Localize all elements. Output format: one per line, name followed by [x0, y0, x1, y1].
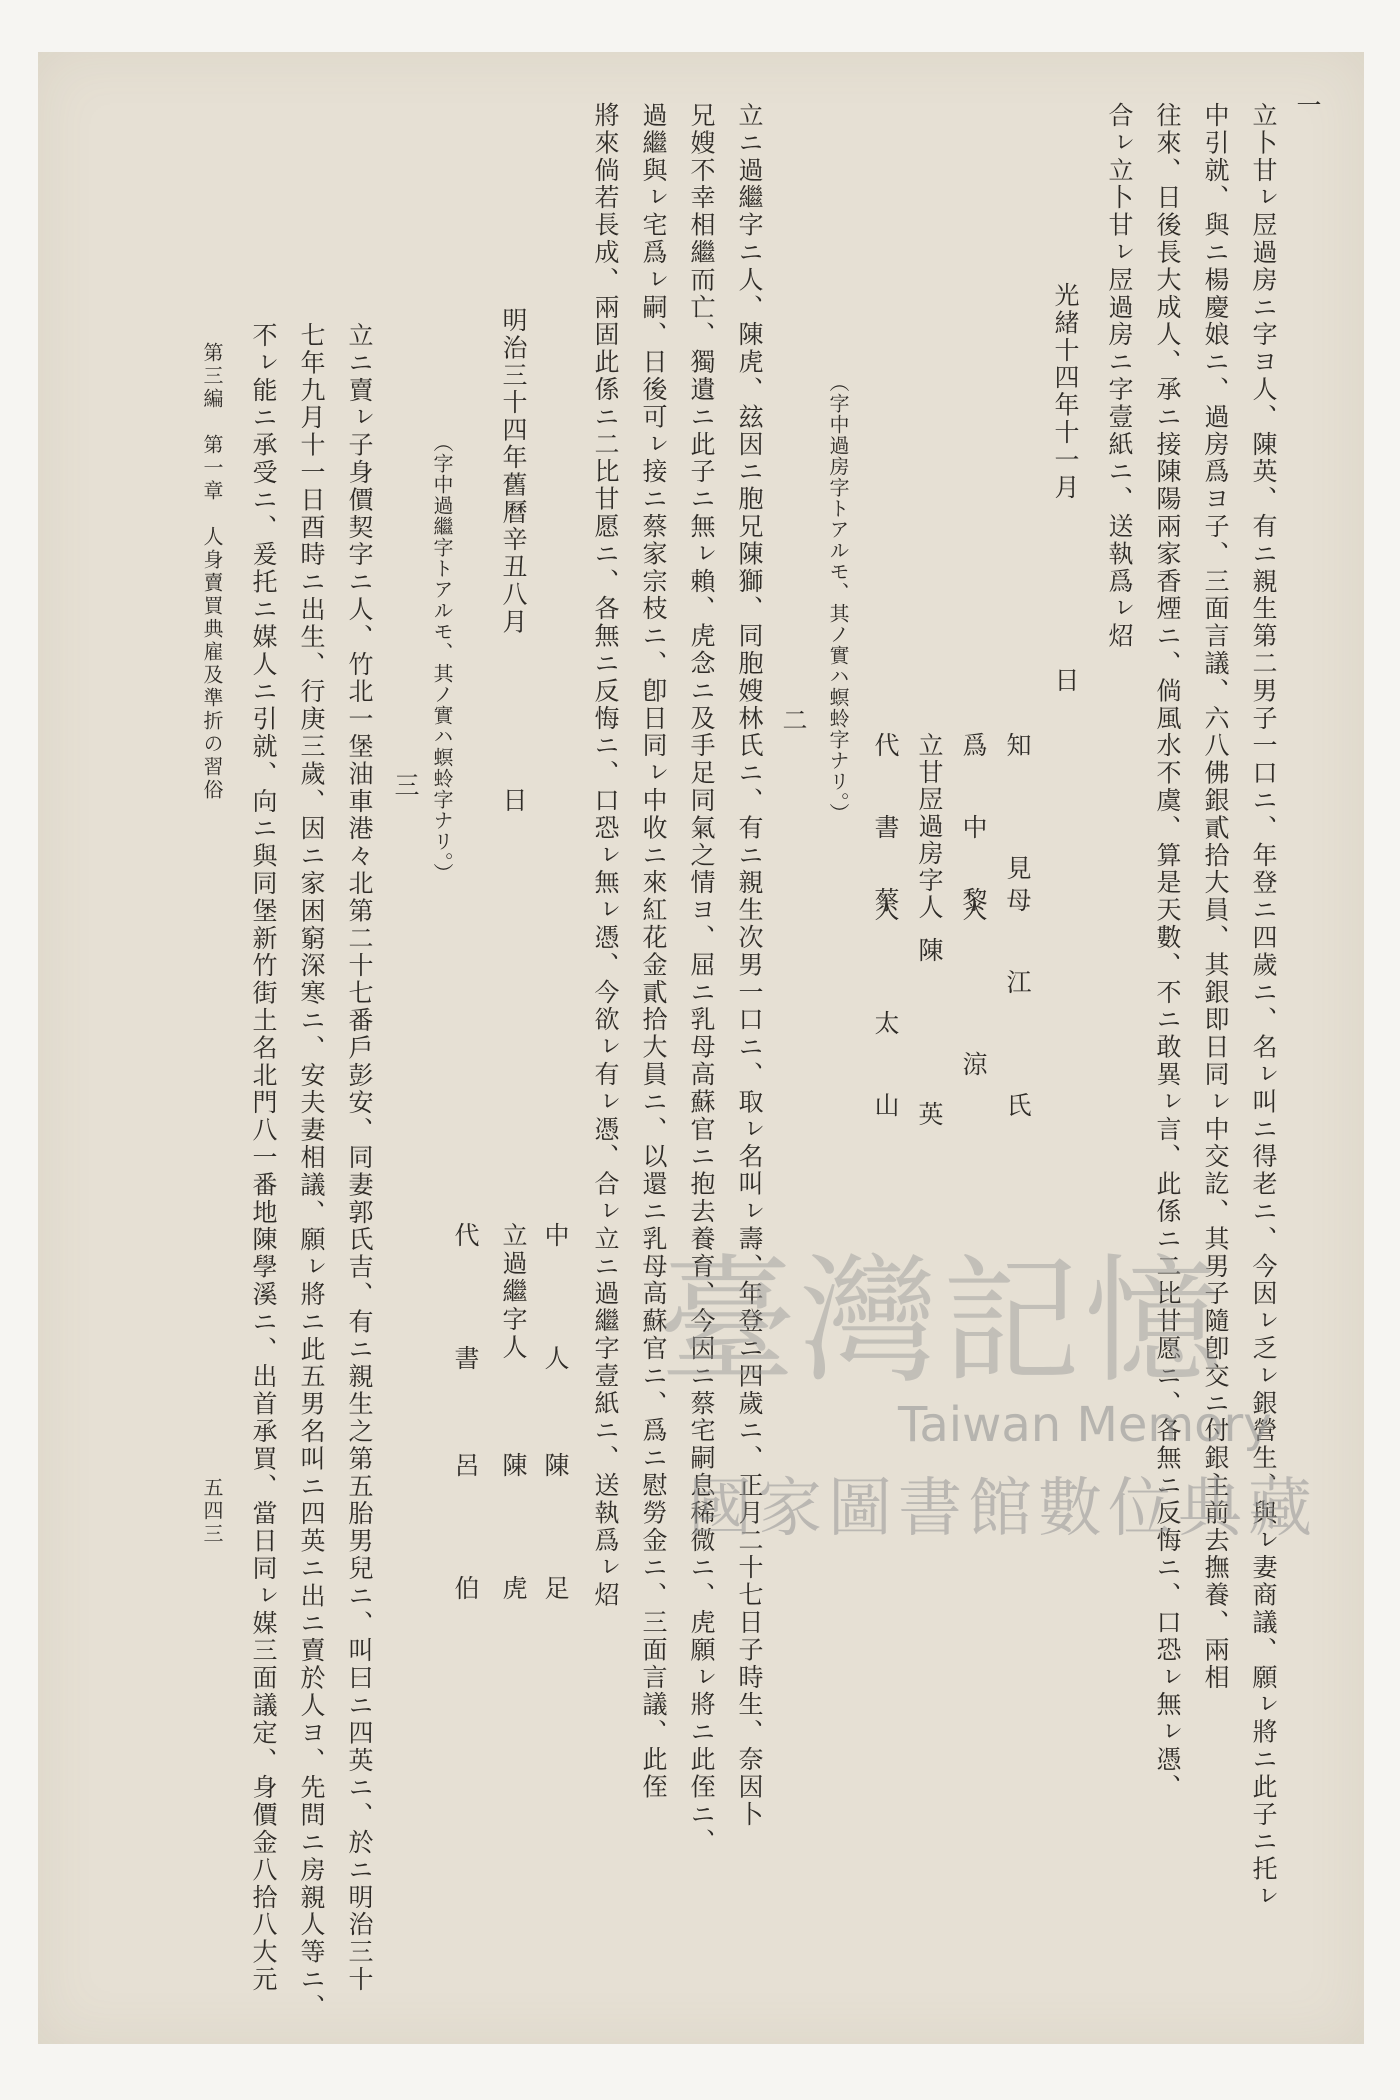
- doc1-date-day: 日: [1051, 667, 1080, 695]
- doc1-middleman-name: 黎 涼: [959, 887, 988, 1092]
- doc1-witness: [1005, 732, 1030, 896]
- doc1-date: 光緒十四年十一月: [1051, 282, 1080, 502]
- signature-role: 知 見: [1003, 732, 1032, 896]
- doc2-date-day: 日: [499, 787, 528, 815]
- chapter-footer: 第三編 第一章 人身賣買典雇及準折の習俗: [200, 342, 224, 802]
- doc1-line-2: 中引就、與ニ楊慶娘ニ、過房爲ヨ子、三面言議、六八佛銀貳拾大員、其銀即日同ㇾ中交訖、其男子隨卽交ニ付銀主前去撫養、兩相: [1201, 102, 1230, 1692]
- doc1-maker: 立甘㞐過房字人: [915, 732, 944, 921]
- doc2-line-2: 兄嫂不幸相繼而亡、獨遺ニ此子ニ無ㇾ賴、虎念ニ及手足同氣之情ヨ、屈ニ乳母高蘇官ニ抱去養育、今因ニ蔡宅嗣息稀微ニ、虎願ㇾ將ニ此侄ニ、: [687, 102, 716, 1856]
- document-page: [38, 52, 1364, 2044]
- doc2-date: 明治三十四年舊曆辛丑八月: [499, 307, 528, 636]
- doc3-line-1: 立ニ賣ㇾ子身價契字ニ人、竹北一堡油車港々北第二十七番戶彭安、同妻郭氏吉、有ニ親生之第五胎男兒ニ、叫曰ニ四英ニ、於ニ明治三十: [345, 322, 374, 1994]
- page-number: 五四三: [200, 1477, 224, 1546]
- doc2-middleman: 中 人: [541, 1222, 570, 1386]
- doc2-line-4: 將來倘若長成、兩固此係ニ二比甘愿ニ、各無ニ反悔ニ、口恐ㇾ無ㇾ憑、今欲ㇾ有ㇾ憑、合ㇾ立ニ過繼字壹紙ニ、送執爲ㇾ炤: [591, 102, 620, 1609]
- doc2-scribe-name: 呂 伯: [451, 1452, 480, 1616]
- doc1-line-4: 合ㇾ立卜甘ㇾ㞐過房ニ字壹紙ニ、送執爲ㇾ炤: [1105, 102, 1134, 650]
- section-number-3: 三: [391, 772, 420, 800]
- doc2-note: （字中過繼字トアルモ、其ノ實ハ螟蛉字ナリ。）: [430, 432, 454, 884]
- section-number-1: 一: [1293, 92, 1322, 120]
- doc1-maker-name: 陳 英: [915, 937, 944, 1142]
- doc1-note: （字中過房字トアルモ、其ノ實ハ螟蛉字ナリ。）: [826, 372, 850, 824]
- doc1-witness-name: 母 江 氏: [1003, 887, 1032, 1133]
- watermark-english: Taiwan Memory: [898, 1397, 1272, 1453]
- doc2-maker: 立過繼字人: [499, 1222, 528, 1362]
- doc1-scribe-name: 蔡 太 山: [871, 887, 900, 1133]
- doc2-line-3: 過繼與ㇾ宅爲ㇾ嗣、日後可ㇾ接ニ蔡家宗枝ニ、卽日同ㇾ中收ニ來紅花金貳拾大員ニ、以還ニ乳母高蘇官ニ、爲ニ慰勞金ニ、三面言議、此侄: [639, 102, 668, 1801]
- watermark-chinese: 國家圖書館數位典藏: [688, 1472, 1318, 1546]
- watermark-logo: 臺灣記憶: [658, 1241, 1227, 1402]
- doc1-scribe: 代 書 人: [871, 732, 900, 937]
- doc2-maker-name: 陳 虎: [499, 1452, 528, 1616]
- doc3-line-3: 不ㇾ能ニ承受ニ、爰托ニ媒人ニ引就、向ニ與同堡新竹街土名北門八一番地陳學溪ニ、出首承買、當日同ㇾ媒三面議定、身價金八拾八大元: [249, 322, 278, 1994]
- doc2-line-1: 立ニ過繼字ニ人、陳虎、玆因ニ胞兄陳獅、同胞嫂林氏ニ、有ニ親生次男一口ニ、取ㇾ名叫ㇾ壽、年登ニ四歲ニ、正月二十七日子時生、奈因卜: [735, 102, 764, 1829]
- doc1-line-1: 立卜甘ㇾ㞐過房ニ字ヨ人、陳英、有ニ親生第二男子一口ニ、年登ニ四歲ニ、名ㇾ叫ニ得老ニ、今因ㇾ乏ㇾ銀營生、與ㇾ妻商議、願ㇾ將ニ此子ニ托ㇾ: [1249, 102, 1278, 1911]
- doc1-middleman: 爲 中 人: [959, 732, 988, 937]
- doc1-line-3: 往來、日後長大成人、承ニ接陳陽兩家香煙ニ、倘風水不虞、算是天數、不ニ敢異ㇾ言、此係ニ二比甘愿ニ、各無ニ反悔ニ、口恐ㇾ無ㇾ憑、: [1153, 102, 1182, 1801]
- doc2-scribe: 代 書: [451, 1222, 480, 1386]
- doc2-middleman-name: 陳 足: [541, 1452, 570, 1616]
- section-number-2: 二: [779, 707, 808, 735]
- doc3-line-2: 七年九月十一日酉時ニ出生、行庚三歲、因ニ家困窮深寒ニ、安夫妻相議、願ㇾ將ニ此五男名叫ニ四英ニ出ニ賣於人ヨ、先問ニ房親人等ニ、: [297, 322, 326, 2021]
